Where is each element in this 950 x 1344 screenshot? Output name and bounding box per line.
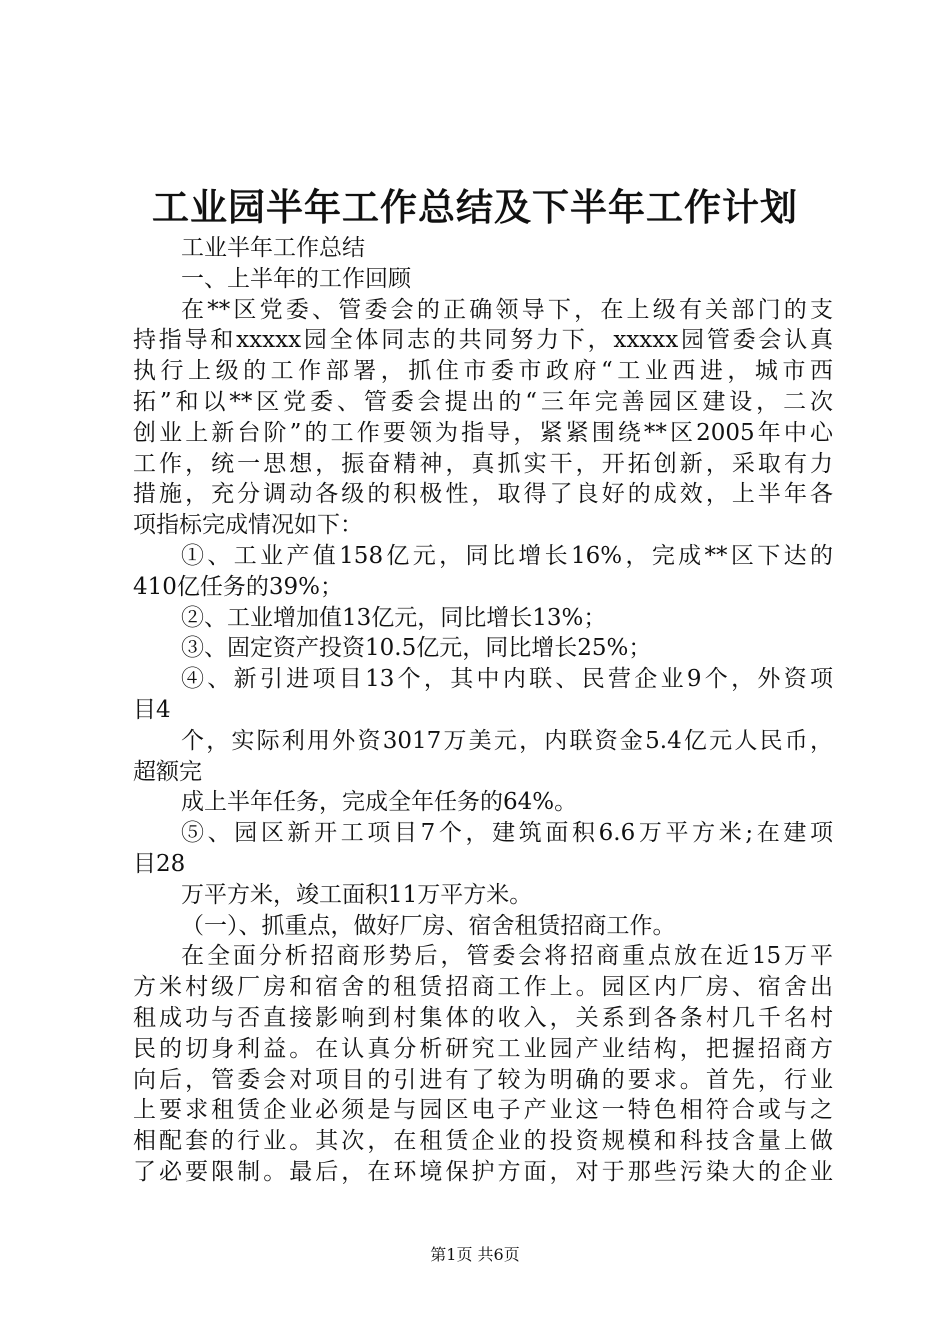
body-line: 工作，统一思想，振奋精神，真抓实干，开拓创新，采取有力 — [133, 450, 833, 477]
body-line: ⑤、园区新开工项目7个，建筑面积6.6万平方米;在建项 — [181, 820, 833, 847]
page-footer: 第1页 共6页 — [430, 1245, 520, 1264]
document-title: 工业园半年工作总结及下半年工作计划 — [152, 185, 798, 229]
body-line: 方米村级厂房和宿舍的租赁招商工作上。园区内厂房、宿舍出 — [133, 974, 833, 1001]
body-line: 创业上新台阶”的工作要领为指导，紧紧围绕**区2005年中心 — [133, 419, 833, 446]
body-line: 上要求租赁企业必须是与园区电子产业这一特色相符合或与之 — [133, 1097, 833, 1124]
body-line: 措施，充分调动各级的积极性，取得了良好的成效，上半年各 — [133, 481, 833, 508]
body-line: 在全面分析招商形势后，管委会将招商重点放在近15万平 — [181, 943, 833, 970]
body-line: 超额完 — [133, 758, 202, 785]
body-line: 持指导和xxxxx园全体同志的共同努力下，xxxxx园管委会认真 — [133, 327, 833, 354]
body-line: ②、工业增加值13亿元，同比增长13%； — [181, 604, 607, 631]
body-line: 410亿任务的39%； — [133, 573, 344, 600]
body-line: 目28 — [133, 850, 186, 877]
body-line: 在**区党委、管委会的正确领导下，在上级有关部门的支 — [181, 296, 833, 323]
body-line: 项指标完成情况如下： — [133, 512, 363, 539]
body-line: （一）、抓重点，做好厂房、宿舍租赁招商工作。 — [181, 912, 676, 939]
body-line: 一、上半年的工作回顾 — [181, 265, 411, 292]
body-line: 了必要限制。最后，在环境保护方面，对于那些污染大的企业 — [133, 1158, 833, 1185]
document-body — [133, 233, 833, 1188]
body-line: ④、新引进项目13个，其中内联、民营企业9个，外资项 — [181, 666, 833, 693]
body-line: 民的切身利益。在认真分析研究工业园产业结构，把握招商方 — [133, 1035, 833, 1062]
body-line: 向后，管委会对项目的引进有了较为明确的要求。首先，行业 — [133, 1066, 833, 1093]
body-line: 成上半年任务，完成全年任务的64%。 — [181, 789, 578, 816]
body-line: 万平方米，竣工面积11万平方米。 — [181, 881, 533, 908]
body-line: ①、工业产值158亿元，同比增长16%，完成**区下达的 — [181, 542, 833, 569]
body-line: 工业半年工作总结 — [181, 235, 365, 261]
body-line: 拓”和以**区党委、管委会提出的“三年完善园区建设，二次 — [133, 388, 833, 415]
body-line: ③、固定资产投资10.5亿元，同比增长25%； — [181, 635, 652, 662]
body-line: 相配套的行业。其次，在租赁企业的投资规模和科技含量上做 — [133, 1128, 833, 1155]
body-line: 个，实际利用外资3017万美元，内联资金5.4亿元人民币， — [181, 727, 833, 754]
body-line: 目4 — [133, 696, 171, 723]
body-line: 租成功与否直接影响到村集体的收入，关系到各条村几千名村 — [133, 1004, 833, 1031]
body-line: 执行上级的工作部署，抓住市委市政府“工业西进，城市西 — [133, 358, 833, 385]
